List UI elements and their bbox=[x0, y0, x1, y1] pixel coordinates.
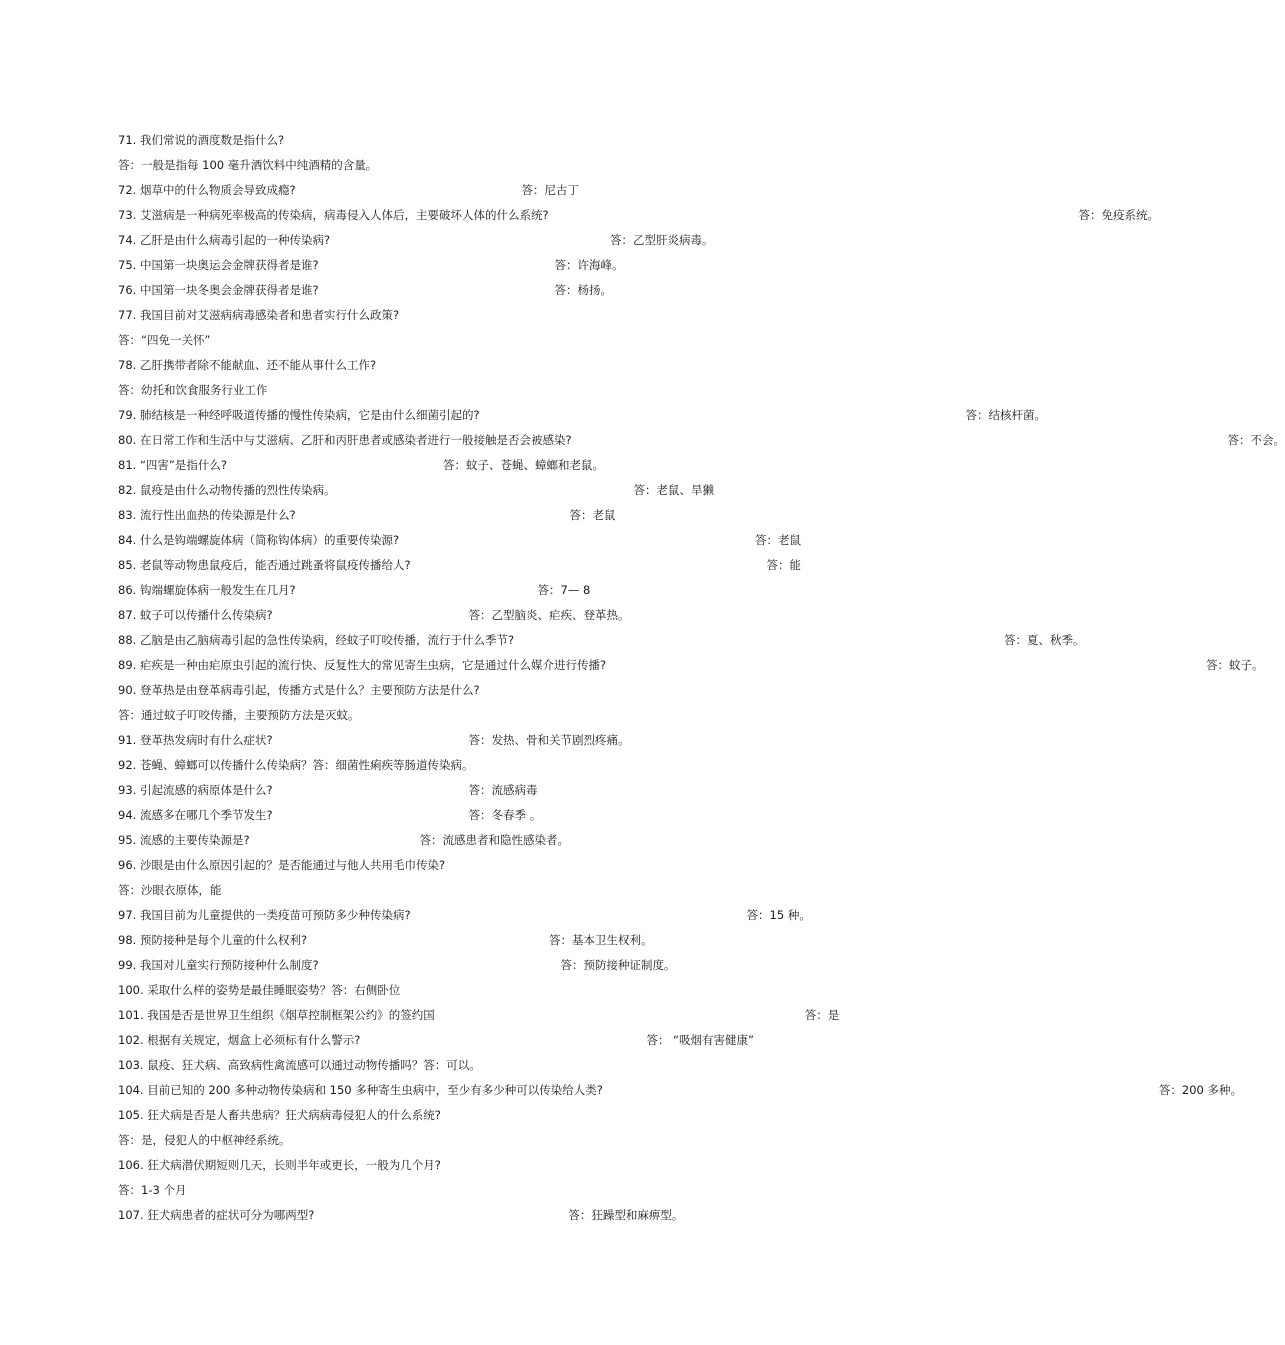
question-line-97: 97. 我国目前为儿童提供的一类疫苗可预防多少种传染病? 答：15 种。 bbox=[118, 908, 811, 922]
answer-101: 答：是 bbox=[804, 1008, 840, 1022]
answer-81: 答：蚊子、苍蝇、蟑螂和老鼠。 bbox=[442, 458, 604, 472]
answer-76: 答：杨扬。 bbox=[554, 283, 613, 297]
question-line-96: 96. 沙眼是由什么原因引起的？是否能通过与他人共用毛巾传染? bbox=[118, 858, 446, 872]
question-line-73: 73. 艾滋病是一种病死率极高的传染病，病毒侵入人体后，主要破坏人体的什么系统? 答：免疫系统。 bbox=[118, 208, 1160, 222]
answer-99: 答：预防接种证制度。 bbox=[560, 958, 676, 972]
question-line-92: 92. 苍蝇、蟑螂可以传播什么传染病？答：细菌性痢疾等肠道传染病。 bbox=[118, 758, 474, 772]
answer-line-105: 答：是，侵犯人的中枢神经系统。 bbox=[118, 1133, 291, 1147]
question-line-105: 105. 狂犬病是否是人畜共患病？狂犬病病毒侵犯人的什么系统? bbox=[118, 1108, 441, 1122]
answer-94: 答：冬春季 。 bbox=[468, 808, 542, 822]
answer-73: 答：免疫系统。 bbox=[1078, 208, 1160, 222]
answer-104: 答：200 多种。 bbox=[1158, 1083, 1242, 1097]
answer-97: 答：15 种。 bbox=[746, 908, 811, 922]
question-line-104: 104. 目前已知的 200 多种动物传染病和 150 多种寄生虫病中，至少有多少种可以传染给人类? 答：200 多种。 bbox=[118, 1083, 1242, 1097]
question-line-95: 95. 流感的主要传染源是? 答：流感患者和隐性感染者。 bbox=[118, 833, 570, 847]
answer-93: 答：流感病毒 bbox=[468, 783, 538, 797]
question-line-86: 86. 钩端螺旋体病一般发生在几月? 答：7— 8 bbox=[118, 583, 591, 597]
question-line-91: 91. 登革热发病时有什么症状? 答：发热、骨和关节剧烈疼痛。 bbox=[118, 733, 630, 747]
answer-95: 答：流感患者和隐性感染者。 bbox=[419, 833, 570, 847]
question-line-87: 87. 蚊子可以传播什么传染病? 答：乙型脑炎、疟疾、登革热。 bbox=[118, 608, 630, 622]
question-line-83: 83. 流行性出血热的传染源是什么? 答：老鼠 bbox=[118, 508, 616, 522]
answer-84: 答：老鼠 bbox=[755, 533, 802, 547]
question-line-89: 89. 疟疾是一种由疟原虫引起的流行快、反复性大的常见寄生虫病，它是通过什么媒介进行传播? 答：蚊子。 bbox=[118, 658, 1264, 672]
answer-line-106: 答：1-3 个月 bbox=[118, 1183, 187, 1197]
question-line-80: 80. 在日常工作和生活中与艾滋病、乙肝和丙肝患者或感染者进行一般接触是否会被感染? 答：不会。 bbox=[118, 433, 1285, 447]
answer-107: 答：狂躁型和麻痹型。 bbox=[568, 1208, 684, 1222]
question-line-98: 98. 预防接种是每个儿童的什么权利? 答：基本卫生权利。 bbox=[118, 933, 653, 947]
answer-83: 答：老鼠 bbox=[569, 508, 616, 522]
answer-line-96: 答：沙眼衣原体，能 bbox=[118, 883, 222, 897]
question-line-77: 77. 我国目前对艾滋病病毒感染者和患者实行什么政策? bbox=[118, 308, 400, 322]
answer-line-77: 答：“四免一关怀” bbox=[118, 333, 211, 347]
question-line-76: 76. 中国第一块冬奥会金牌获得者是谁? 答：杨扬。 bbox=[118, 283, 613, 297]
question-line-84: 84. 什么是钩端螺旋体病（简称钩体病）的重要传染源? 答：老鼠 bbox=[118, 533, 802, 547]
answer-91: 答：发热、骨和关节剧烈疼痛。 bbox=[468, 733, 630, 747]
question-line-78: 78. 乙肝携带者除不能献血、还不能从事什么工作? bbox=[118, 358, 377, 372]
answer-98: 答：基本卫生权利。 bbox=[549, 933, 653, 947]
answer-72: 答：尼古丁 bbox=[521, 183, 580, 197]
question-line-85: 85. 老鼠等动物患鼠疫后，能否通过跳蚤将鼠疫传播给人? 答：能 bbox=[118, 558, 802, 572]
answer-88: 答：夏、秋季。 bbox=[1004, 633, 1085, 647]
question-line-90: 90. 登革热是由登革病毒引起，传播方式是什么？主要预防方法是什么? bbox=[118, 683, 480, 697]
answer-102: 答： “吸烟有害健康” bbox=[646, 1033, 754, 1047]
question-line-72: 72. 烟草中的什么物质会导致成瘾? 答：尼古丁 bbox=[118, 183, 580, 197]
question-line-106: 106. 狂犬病潜伏期短则几天，长则半年或更长，一般为几个月? bbox=[118, 1158, 441, 1172]
answer-line-71: 答：一般是指每 100 毫升酒饮料中纯酒精的含量。 bbox=[118, 158, 378, 172]
answer-75: 答：许海峰。 bbox=[554, 258, 624, 272]
answer-85: 答：能 bbox=[766, 558, 802, 572]
answer-82: 答：老鼠、旱獭 bbox=[633, 483, 714, 497]
question-line-93: 93. 引起流感的病原体是什么? 答：流感病毒 bbox=[118, 783, 538, 797]
question-line-94: 94. 流感多在哪几个季节发生? 答：冬春季 。 bbox=[118, 808, 542, 822]
question-line-100: 100. 采取什么样的姿势是最佳睡眠姿势？答：右侧卧位 bbox=[118, 983, 401, 997]
question-line-101: 101. 我国是否是世界卫生组织《烟草控制框架公约》的签约国 答：是 bbox=[118, 1008, 840, 1022]
question-line-99: 99. 我国对儿童实行预防接种什么制度? 答：预防接种证制度。 bbox=[118, 958, 676, 972]
answer-79: 答：结核杆菌。 bbox=[965, 408, 1047, 422]
question-line-103: 103. 鼠疫、狂犬病、高致病性禽流感可以通过动物传播吗？答：可以。 bbox=[118, 1058, 481, 1072]
question-line-102: 102. 根据有关规定，烟盒上必须标有什么警示? 答： “吸烟有害健康” bbox=[118, 1033, 754, 1047]
answer-line-78: 答：幼托和饮食服务行业工作 bbox=[118, 383, 268, 397]
answer-74: 答：乙型肝炎病毒。 bbox=[610, 233, 714, 247]
question-line-74: 74. 乙肝是由什么病毒引起的一种传染病? 答：乙型肝炎病毒。 bbox=[118, 233, 714, 247]
question-line-107: 107. 狂犬病患者的症状可分为哪两型? 答：狂躁型和麻痹型。 bbox=[118, 1208, 684, 1222]
answer-89: 答：蚊子。 bbox=[1206, 658, 1264, 672]
question-line-88: 88. 乙脑是由乙脑病毒引起的急性传染病，经蚊子叮咬传播，流行于什么季节? 答：夏、秋季。 bbox=[118, 633, 1085, 647]
question-line-82: 82. 鼠疫是由什么动物传播的烈性传染病。 答：老鼠、旱獭 bbox=[118, 483, 714, 497]
question-line-75: 75. 中国第一块奥运会金牌获得者是谁? 答：许海峰。 bbox=[118, 258, 624, 272]
question-line-79: 79. 肺结核是一种经呼吸道传播的慢性传染病，它是由什么细菌引起的? 答：结核杆菌。 bbox=[118, 408, 1047, 422]
answer-86: 答：7— 8 bbox=[537, 583, 591, 597]
answer-87: 答：乙型脑炎、疟疾、登革热。 bbox=[468, 608, 630, 622]
answer-80: 答：不会。 bbox=[1227, 433, 1285, 447]
answer-line-90: 答：通过蚊子叮咬传播，主要预防方法是灭蚊。 bbox=[118, 708, 360, 722]
question-line-71: 71. 我们常说的酒度数是指什么? bbox=[118, 133, 285, 147]
question-line-81: 81. “四害”是指什么? 答：蚊子、苍蝇、蟑螂和老鼠。 bbox=[118, 458, 604, 472]
